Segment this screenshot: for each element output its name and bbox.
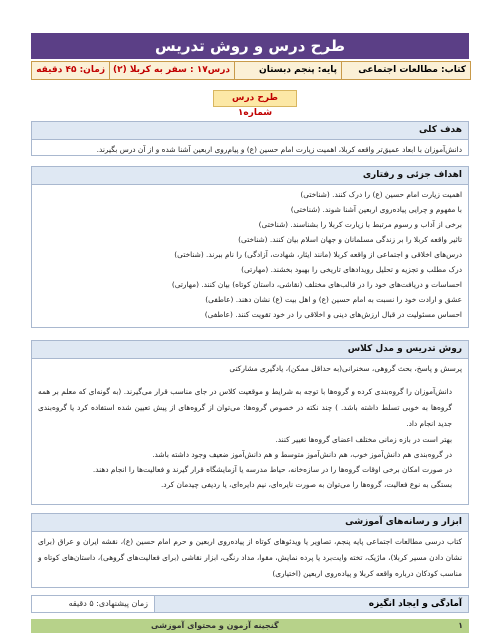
partial-goals-body	[32, 185, 468, 324]
goal-item: تاثیر واقعه کربلا را بر زندگی مسلمانان و جهان اسلام بیان کنند. (شناختی)	[238, 235, 462, 244]
footer-text: گنجینه آزمون و محتوای آموزشی	[151, 621, 279, 630]
general-goal-heading: هدف کلی	[32, 122, 468, 140]
general-goal-text: دانش‌آموزان با ابعاد عمیق‌تر واقعه کربلا، اهمیت زیارت امام حسین (ع) و پیام‌روی اربعین آشنا شده و از آن درس بگیرند.	[96, 145, 462, 154]
motivation-row	[31, 595, 469, 613]
page-title: طرح درس و روش تدریس	[31, 33, 469, 59]
tools-heading: ابزار و رسانه‌های آموزشی	[32, 514, 468, 532]
book-cell: کتاب: مطالعات اجتماعی	[341, 62, 470, 79]
tools-paragraph: کتاب درسی مطالعات اجتماعی پایه پنجم، تصاویر یا ویدئوهای کوتاه از پیاده‌روی اربعین و حرم امام حسین (ع)، نقشه ایران و عراق (برای نشان دادن مسیر کربلا)، ماژیک، تخته وایت‌برد یا پرده نمایش، مقوا، مداد رنگی، ابزار نقاشی (برای فعالیت‌های گروهی)، داستان‌های کوتاه و مناسب کودکان درباره واقعه کربلا و پیاده‌روی اربعین (اختیاری)	[38, 537, 462, 578]
plan-number-label: طرح درس شماره۱	[213, 90, 297, 107]
general-goal-body	[32, 140, 468, 159]
goal-item: احساس مسئولیت در قبال ارزش‌های دینی و اخلاقی را در خود تقویت کنند. (عاطفی)	[204, 310, 462, 319]
tools-body	[32, 532, 468, 584]
goal-item: درک مطلب و تجزیه و تحلیل رویدادهای تاریخی را بهبود بخشند. (مهارتی)	[241, 265, 462, 274]
grade-cell: پایه: پنجم دبستان	[234, 62, 341, 79]
goal-item: اهمیت زیارت امام حسین (ع) را درک کنند. (شناختی)	[300, 190, 462, 199]
method-bullets	[38, 432, 462, 492]
method-intro: پرسش و پاسخ، بحث گروهی، سخنرانی(به حداقل ممکن)، یادگیری مشارکتی	[229, 364, 462, 373]
partial-goals-heading: اهداف جزئی و رفتاری	[32, 167, 468, 185]
method-bullet: بهتر است در بازه زمانی مختلف اعضای گروه‌ها تغییر کنند.	[275, 435, 452, 444]
method-bullet: در صورت امکان برخی اوقات گروه‌ها را در سازه‌خانه، حیاط مدرسه یا آزمایشگاه قرار گیرند و فعالیت‌ها را انجام دهند.	[92, 465, 452, 474]
goal-item: با مفهوم و چرایی پیاده‌روی اربعین آشنا شوند. (شناختی)	[290, 205, 462, 214]
lesson-cell: درس۱۷ : سفر به کربلا (۲)	[109, 62, 234, 79]
motivation-time: زمان پیشنهادی: ۵ دقیقه	[32, 596, 155, 612]
page-number: ۱	[458, 621, 463, 630]
motivation-heading: آمادگی و ایجاد انگیزه	[155, 596, 468, 612]
goal-item: درس‌های اخلاقی و اجتماعی از واقعه کربلا (مانند ایثار، شهادت، آزادگی) را نام ببرند. (شناختی)	[174, 250, 462, 259]
time-cell: زمان: ۴۵ دقیقه	[36, 65, 105, 75]
page-footer	[31, 619, 469, 633]
method-section	[31, 340, 469, 505]
goal-item: عشق و ارادت خود را نسبت به امام حسین (ع) و اهل بیت (ع) نشان دهند. (عاطفی)	[205, 295, 462, 304]
general-goal-section	[31, 121, 469, 156]
method-bullet: بستگی به نوع فعالیت، گروه‌ها را می‌توان به صورت نایره‌ای، نیم دایره‌ای، یا ردیفی چیدمان کرد.	[160, 480, 452, 489]
partial-goals-section	[31, 166, 469, 328]
method-heading: روش تدریس و مدل کلاس	[32, 341, 468, 359]
tools-section	[31, 513, 469, 588]
method-body	[32, 359, 468, 494]
method-paragraph: دانش‌آموزان را گروه‌بندی کرده و گروه‌ها با توجه به شرایط و موقعیت کلاس در جای مناسب قرار می‌گیرند. (به گونه‌ای که معلم بر همه گروه‌ها به خوبی تسلط داشته باشد. ) چند نکته در خصوص گروه‌ها: می‌توان از گروه‌های از پیش تعیین شده استفاده کرد یا گروه‌بندی جدید انجام داد.	[38, 387, 452, 428]
goal-item: برخی از آداب و رسوم مرتبط با زیارت کربلا را بشناسند. (شناختی)	[258, 220, 462, 229]
lesson-info-row	[31, 61, 471, 80]
goal-item: احساسات و دریافت‌های خود را در قالب‌های مختلف (نقاشی، داستان کوتاه) بیان کنند. (مهارتی)	[171, 280, 462, 289]
method-bullet: در گروه‌بندی هم دانش‌آموز خوب، هم دانش‌آموز متوسط و هم دانش‌آموز ضعیف وجود داشته باشد.	[152, 450, 452, 459]
